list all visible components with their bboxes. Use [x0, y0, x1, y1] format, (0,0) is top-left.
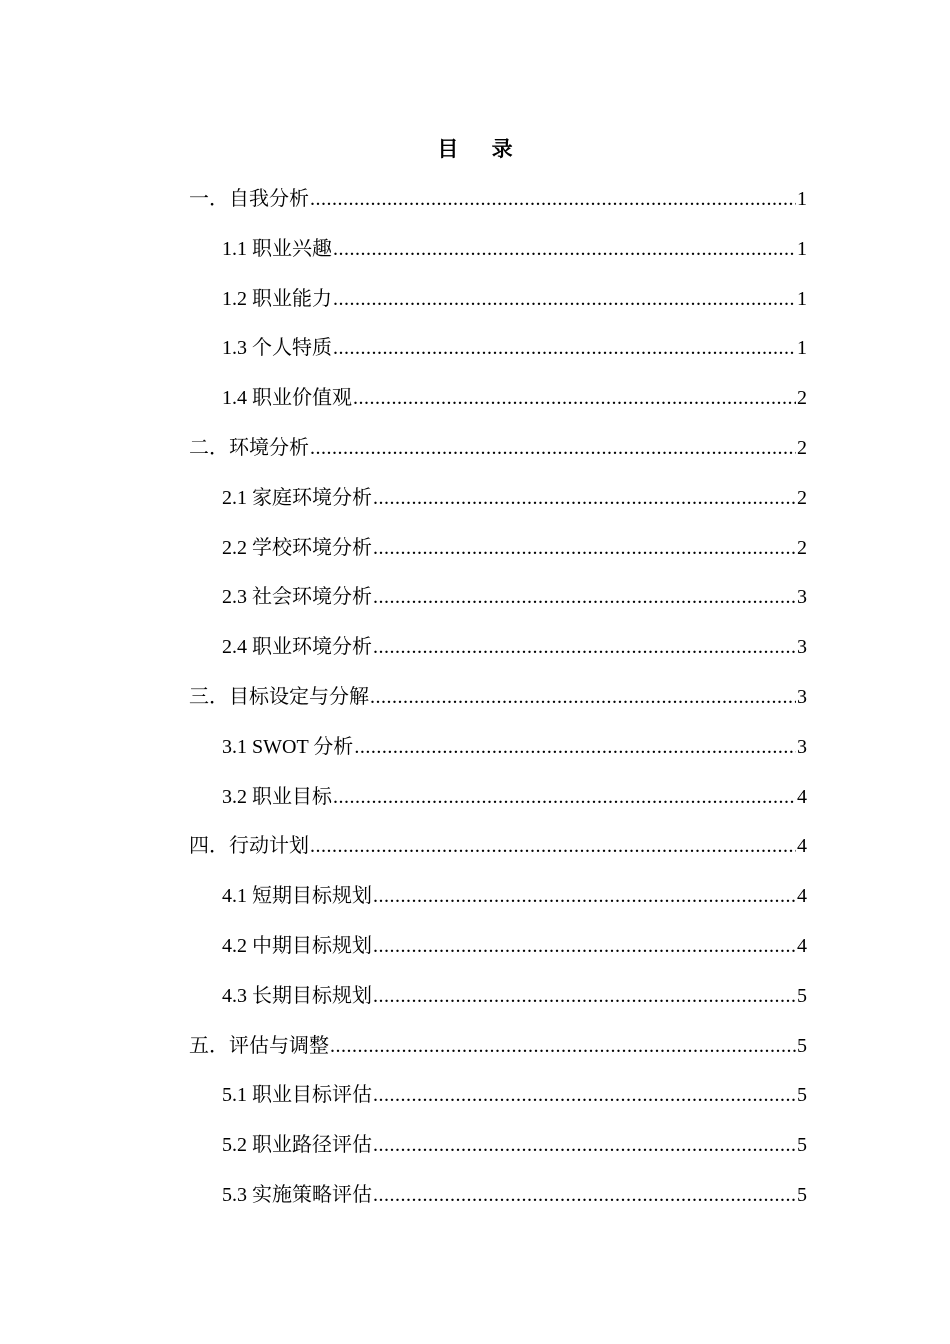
- toc-entry-title: 2.4 职业环境分析: [222, 636, 372, 659]
- toc-page-number: 3: [797, 636, 807, 659]
- toc-entry-title: 2.1 家庭环境分析: [222, 486, 372, 509]
- toc-page-number: 4: [797, 835, 807, 858]
- toc-dot-leader: [370, 682, 796, 712]
- toc-section-entry[interactable]: [189, 483, 807, 533]
- toc-dot-leader: [373, 1130, 796, 1160]
- toc-entry-title: 1.3 个人特质: [222, 337, 332, 360]
- toc-entry-title: 5.3 实施策略评估: [222, 1183, 372, 1206]
- toc-section-entry[interactable]: [189, 1180, 807, 1230]
- toc-chapter-entry[interactable]: [189, 184, 807, 234]
- toc-page-number: 3: [797, 586, 807, 609]
- toc-dot-leader: [330, 1031, 796, 1061]
- toc-page-number: 3: [797, 735, 807, 758]
- toc-page-number: 5: [797, 984, 807, 1007]
- toc-entry-title: 4.1 短期目标规划: [222, 885, 372, 908]
- toc-section-entry[interactable]: [189, 234, 807, 284]
- toc-section-entry[interactable]: [189, 981, 807, 1031]
- toc-section-entry[interactable]: [189, 333, 807, 383]
- toc-entry-title: 5.2 职业路径评估: [222, 1134, 372, 1157]
- toc-dot-leader: [353, 383, 796, 413]
- toc-page-number: 2: [797, 387, 807, 410]
- toc-section-entry[interactable]: [189, 533, 807, 583]
- toc-dot-leader: [373, 1180, 796, 1210]
- toc-dot-leader: [373, 931, 796, 961]
- toc-entry-title: 一．自我分析: [189, 188, 309, 210]
- toc-page-number: 2: [797, 436, 807, 459]
- toc-page-number: 5: [797, 1084, 807, 1107]
- toc-dot-leader: [310, 831, 796, 861]
- toc-page-number: 5: [797, 1183, 807, 1206]
- toc-entry-title: 二．环境分析: [189, 436, 309, 459]
- toc-chapter-entry[interactable]: [189, 1031, 807, 1081]
- toc-dot-leader: [310, 184, 796, 214]
- toc-entry-title: 3.1 SWOT 分析: [222, 735, 354, 758]
- toc-dot-leader: [333, 782, 796, 812]
- toc-section-entry[interactable]: [189, 284, 807, 334]
- toc-chapter-entry[interactable]: [189, 682, 807, 732]
- toc-chapter-entry[interactable]: [189, 831, 807, 881]
- toc-entry-title: 3.2 职业目标: [222, 785, 332, 808]
- toc-page-number: 1: [797, 237, 807, 260]
- toc-entry-title: 四．行动计划: [189, 835, 309, 858]
- toc-entry-title: 2.2 学校环境分析: [222, 536, 372, 559]
- toc-section-entry[interactable]: [189, 732, 807, 782]
- toc-entry-title: 4.2 中期目标规划: [222, 934, 372, 957]
- toc-dot-leader: [310, 433, 796, 463]
- toc-page-number: 1: [797, 287, 807, 310]
- toc-section-entry[interactable]: [189, 881, 807, 931]
- toc-entry-title: 五．评估与调整: [189, 1034, 329, 1057]
- toc-entry-title: 1.1 职业兴趣: [222, 237, 332, 260]
- toc-dot-leader: [373, 632, 796, 662]
- toc-dot-leader: [373, 1080, 796, 1110]
- toc-dot-leader: [333, 284, 796, 314]
- toc-page-number: 5: [797, 1034, 807, 1057]
- toc-page-number: 2: [797, 486, 807, 509]
- toc-section-entry[interactable]: [189, 582, 807, 632]
- toc-dot-leader: [354, 732, 796, 762]
- toc-page-number: 4: [797, 934, 807, 957]
- toc-entry-title: 5.1 职业目标评估: [222, 1084, 372, 1107]
- toc-dot-leader: [373, 533, 796, 563]
- toc-section-entry[interactable]: [189, 1080, 807, 1130]
- toc-dot-leader: [333, 333, 796, 363]
- toc-entry-title: 1.4 职业价值观: [222, 387, 352, 410]
- toc-section-entry[interactable]: [189, 1130, 807, 1180]
- toc-section-entry[interactable]: [189, 632, 807, 682]
- toc-entry-title: 1.2 职业能力: [222, 287, 332, 310]
- toc-chapter-entry[interactable]: [189, 433, 807, 483]
- toc-page-number: 1: [797, 337, 807, 360]
- toc-entry-title: 2.3 社会环境分析: [222, 586, 372, 609]
- toc-page-number: 1: [797, 188, 807, 210]
- toc-section-entry[interactable]: [189, 931, 807, 981]
- toc-page-number: 2: [797, 536, 807, 559]
- toc-title: 目 录: [437, 137, 527, 161]
- toc-entry-title: 三．目标设定与分解: [189, 685, 369, 708]
- toc-section-entry[interactable]: [189, 782, 807, 832]
- toc-page-number: 4: [797, 885, 807, 908]
- toc-dot-leader: [333, 234, 796, 264]
- toc-entry-title: 4.3 长期目标规划: [222, 984, 372, 1007]
- toc-list: [189, 184, 807, 1230]
- toc-dot-leader: [373, 881, 796, 911]
- toc-dot-leader: [373, 582, 796, 612]
- toc-page-number: 4: [797, 785, 807, 808]
- toc-section-entry[interactable]: [189, 383, 807, 433]
- toc-page-number: 5: [797, 1134, 807, 1157]
- toc-dot-leader: [373, 981, 796, 1011]
- toc-dot-leader: [373, 483, 796, 513]
- toc-page-number: 3: [797, 685, 807, 708]
